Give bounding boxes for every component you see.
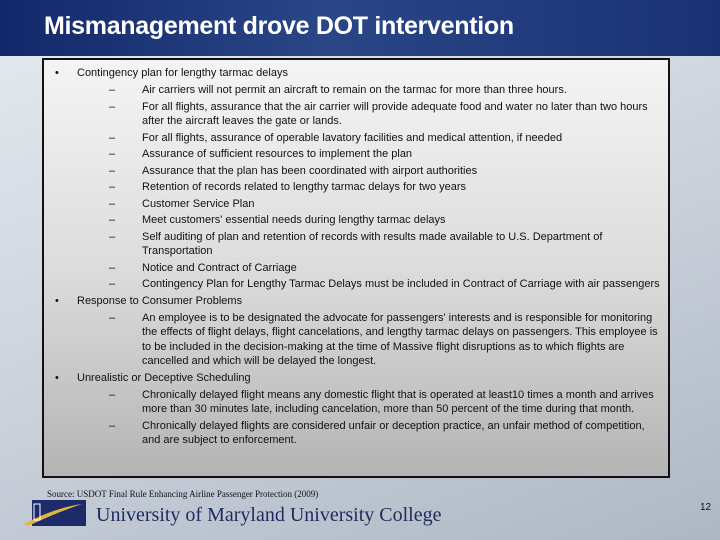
dash-marker: –: [109, 261, 116, 274]
page-number: 12: [700, 502, 712, 513]
bullet-text: Response to Consumer Problems: [77, 294, 243, 307]
content-box: [42, 58, 670, 478]
title-bar: [0, 0, 720, 56]
bullet-item: [44, 66, 664, 292]
dash-marker: –: [109, 181, 116, 193]
sub-item: [77, 83, 664, 98]
sub-item-text: Assurance of sufficient resources to implement the plan: [142, 148, 413, 160]
bullet-marker: •: [55, 371, 59, 384]
source-citation: Source: USDOT Final Rule Enhancing Airline Passenger Protection (2009): [47, 489, 319, 499]
dash-marker: –: [109, 419, 116, 432]
sub-item: [77, 388, 664, 417]
bullet-item: [44, 371, 664, 448]
umuc-logo-icon: [24, 500, 86, 526]
sub-item: [77, 311, 664, 369]
dash-marker: –: [109, 164, 116, 177]
sub-item-text: Self auditing of plan and retention of records with results made available to U.S. Department of Transportation: [142, 230, 603, 257]
bullet-text: Contingency plan for lengthy tarmac delays: [77, 67, 288, 79]
sub-item-text: Air carriers will not permit an aircraft to remain on the tarmac for more than three hours.: [142, 84, 567, 96]
bullet-text: Unrealistic or Deceptive Scheduling: [77, 371, 251, 384]
dash-marker: –: [109, 278, 116, 290]
dash-marker: –: [109, 148, 116, 160]
dash-marker: –: [109, 214, 116, 226]
sub-item: [77, 277, 664, 292]
sub-item-text: Customer Service Plan: [142, 197, 255, 210]
dash-marker: –: [109, 388, 116, 401]
sub-item-text: Contingency Plan for Lengthy Tarmac Delays must be included in Contract of Carriage with air passengers: [142, 278, 660, 290]
bullet-list: [44, 64, 664, 448]
sub-list: [77, 311, 664, 369]
sub-item-text: Retention of records related to lengthy tarmac delays for two years: [142, 181, 467, 193]
sub-item-text: For all flights, assurance of operable lavatory facilities and medical attention, if needed: [142, 131, 563, 144]
bullet-marker: •: [55, 294, 59, 307]
sub-item: [77, 180, 664, 195]
sub-list: [77, 83, 664, 292]
sub-item: [77, 197, 664, 212]
sub-item-text: For all flights, assurance that the air carrier will provide adequate food and water no later than two hours after the aircraft leaves the gate or lands.: [142, 100, 648, 127]
sub-item: [77, 261, 664, 276]
dash-marker: –: [109, 311, 116, 324]
dash-marker: –: [109, 197, 116, 210]
sub-item-text: Assurance that the plan has been coordinated with airport authorities: [142, 164, 478, 177]
sub-item-text: An employee is to be designated the advocate for passengers' interests and is responsible for monitoring the effects of flight delays, flight cancelations, and lengthy tarmac delays on passengers. This employee is to be included in the decision-making at the time of Massive flight disruptions as to which flights are cancelled and which will be delayed the longest.: [142, 311, 658, 367]
bullet-marker: •: [55, 67, 59, 79]
slide-title: Mismanagement drove DOT intervention: [44, 12, 514, 40]
university-name: University of Maryland University College: [96, 504, 442, 526]
sub-item-text: Notice and Contract of Carriage: [142, 261, 297, 274]
sub-item-text: Chronically delayed flights are considered unfair or deception practice, an unfair method of competition, and are subject to enforcement.: [142, 419, 645, 446]
sub-item: [77, 131, 664, 146]
dash-marker: –: [109, 100, 116, 113]
bullet-item: [44, 294, 664, 369]
sub-item: [77, 419, 664, 448]
sub-item: [77, 100, 664, 129]
dash-marker: –: [109, 230, 116, 243]
sub-item: [77, 164, 664, 179]
sub-item-text: Chronically delayed flight means any domestic flight that is operated at least10 times a month and arrives more than 30 minutes late, including cancelation, more than 50 percent of the time during that month.: [142, 388, 654, 415]
dash-marker: –: [109, 131, 116, 144]
sub-item-text: Meet customers' essential needs during lengthy tarmac delays: [142, 214, 446, 226]
sub-list: [77, 388, 664, 448]
sub-item: [77, 230, 664, 259]
sub-item: [77, 213, 664, 228]
sub-item: [77, 147, 664, 162]
dash-marker: –: [109, 84, 116, 96]
